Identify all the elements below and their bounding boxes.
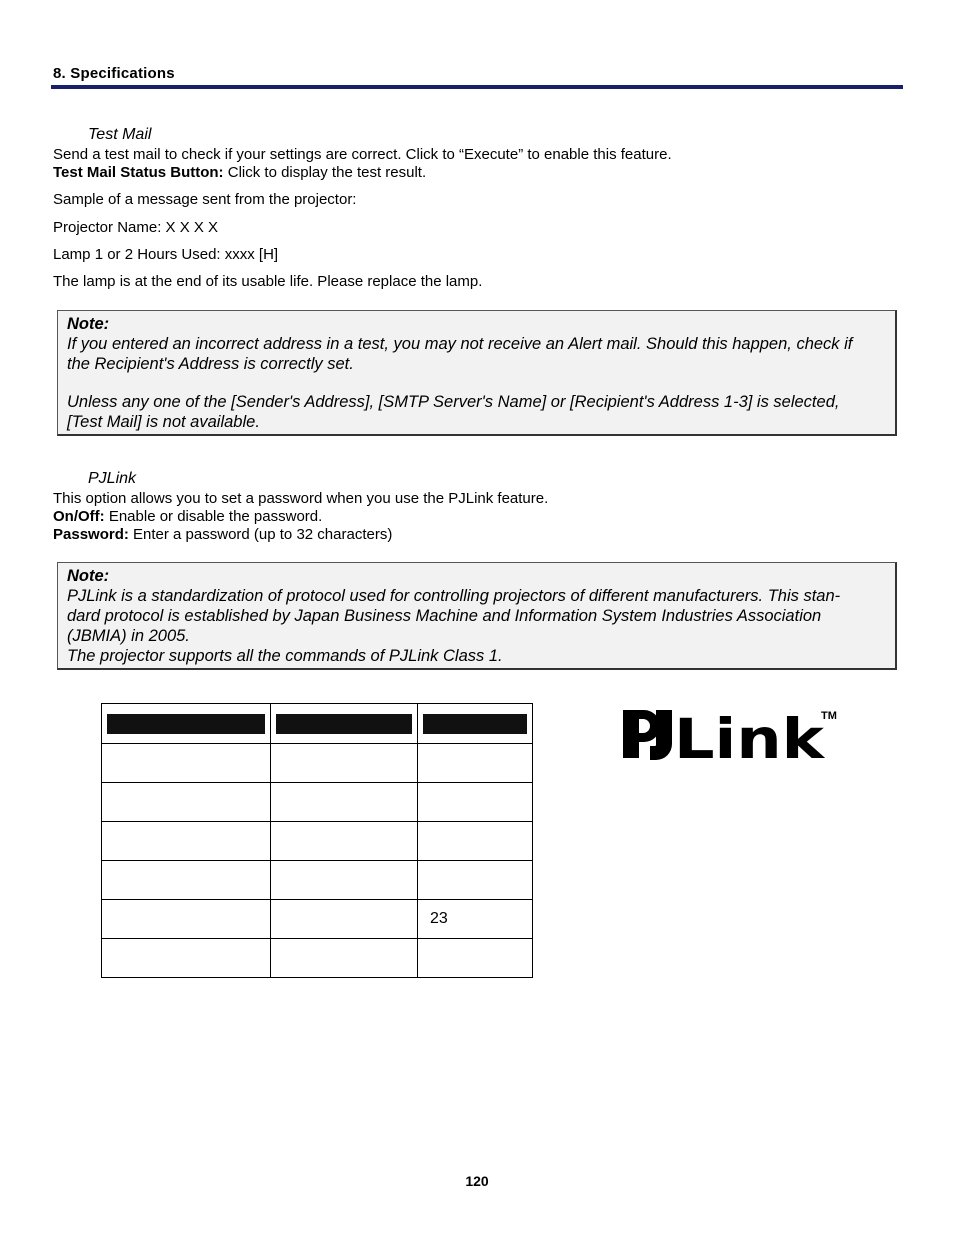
- table-cell: [102, 783, 271, 822]
- table-cell: [418, 783, 533, 822]
- table-cell: [418, 822, 533, 861]
- logo-trademark: TM: [821, 710, 837, 722]
- table-cell: [102, 822, 271, 861]
- note-label: Note:: [67, 567, 110, 585]
- pjlink-password-label: Password:: [53, 526, 129, 543]
- logo-wordmark: Link: [674, 707, 826, 762]
- page-header-title: 8. Specifications: [53, 65, 175, 82]
- redacted-header-bar: [276, 714, 412, 734]
- sample-intro: Sample of a message sent from the projector:: [53, 191, 357, 208]
- table-cell: [102, 900, 271, 939]
- table-cell: [271, 939, 418, 978]
- table-cell: [102, 939, 271, 978]
- redacted-header-bar: [423, 714, 527, 734]
- note-box-pjlink: [57, 562, 897, 670]
- table-row: [102, 744, 533, 783]
- test-mail-title: Test Mail: [88, 126, 152, 143]
- table-row: [102, 783, 533, 822]
- table-header-cell: [418, 704, 533, 744]
- note-text: dard protocol is established by Japan Business Machine and Information System Industries Association: [67, 607, 822, 625]
- pjlink-onoff-label: On/Off:: [53, 508, 105, 525]
- pjlink-title: PJLink: [88, 470, 137, 487]
- table-header-cell: [271, 704, 418, 744]
- table-cell: [271, 900, 418, 939]
- table-cell: [102, 861, 271, 900]
- note-text: The projector supports all the commands of PJLink Class 1.: [67, 647, 503, 665]
- note-text: (JBMIA) in 2005.: [67, 627, 190, 645]
- table-row: [102, 861, 533, 900]
- note-text: Unless any one of the [Sender's Address], [SMTP Server's Name] or [Recipient's Address 1-3] is selected,: [67, 393, 840, 411]
- table-cell: [271, 744, 418, 783]
- pjlink-password-line: [53, 526, 392, 543]
- test-mail-status-line: [53, 164, 426, 181]
- test-mail-status-text: Click to display the test result.: [223, 164, 427, 181]
- pjlink-password-text: Enter a password (up to 32 characters): [128, 526, 393, 543]
- pjlink-description: This option allows you to set a password when you use the PJLink feature.: [53, 490, 549, 507]
- test-mail-description: Send a test mail to check if your settings are correct. Click to “Execute” to enable this feature.: [53, 146, 672, 163]
- table-cell: [271, 861, 418, 900]
- table-cell: [271, 783, 418, 822]
- header-rule: [51, 85, 903, 89]
- pjlink-spec-table: [101, 703, 533, 978]
- sample-lamp-hours: Lamp 1 or 2 Hours Used: xxxx [H]: [53, 246, 279, 263]
- test-mail-status-label: Test Mail Status Button:: [53, 164, 224, 181]
- sample-lamp-message: The lamp is at the end of its usable life. Please replace the lamp.: [53, 273, 483, 290]
- redacted-header-bar: [107, 714, 265, 734]
- note-text: the Recipient's Address is correctly set.: [67, 355, 354, 373]
- table-cell: [271, 822, 418, 861]
- table-cell: [418, 939, 533, 978]
- table-cell: [102, 744, 271, 783]
- note-box-test-mail: [57, 310, 897, 436]
- pjlink-onoff-line: [53, 508, 322, 525]
- table-cell: 23: [418, 900, 533, 939]
- pjlink-logo: [622, 706, 838, 762]
- note-text: If you entered an incorrect address in a test, you may not receive an Alert mail. Should this happen, check if: [67, 335, 853, 353]
- sample-projector-name: Projector Name: X X X X: [53, 219, 219, 236]
- table-row: [102, 822, 533, 861]
- table-row: [102, 900, 533, 939]
- table-cell: [418, 744, 533, 783]
- note-text: PJLink is a standardization of protocol used for controlling projectors of different manufacturers. This stan-: [67, 587, 841, 605]
- note-label: Note:: [67, 315, 110, 333]
- table-header-row: [102, 704, 533, 744]
- table-row: [102, 939, 533, 978]
- table-cell: [418, 861, 533, 900]
- page-number: 120: [465, 1173, 489, 1189]
- pjlink-onoff-text: Enable or disable the password.: [104, 508, 323, 525]
- note-text: [Test Mail] is not available.: [67, 413, 260, 431]
- table-header-cell: [102, 704, 271, 744]
